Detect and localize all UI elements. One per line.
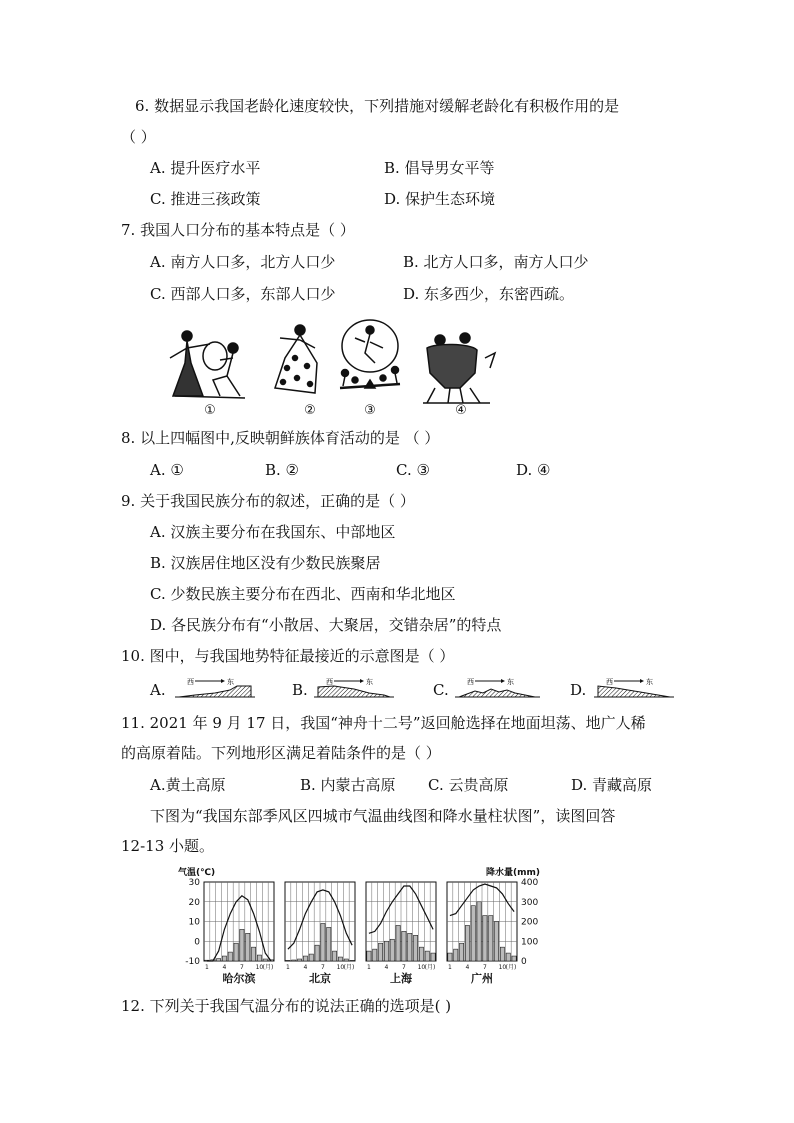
terrain-profile-a <box>175 676 255 700</box>
precipitation-bar <box>309 954 313 961</box>
precipitation-bar <box>390 939 394 961</box>
month-tick-label: 10 <box>417 964 426 971</box>
q11-option-d: D. 青藏高原 <box>571 776 653 794</box>
q6-option-d: D. 保护生态环境 <box>384 190 496 208</box>
precipitation-bar <box>344 959 348 961</box>
month-tick-label: 10 <box>255 964 264 971</box>
left-tick-label: 30 <box>188 878 200 888</box>
illustration-2-dance <box>275 325 317 393</box>
month-tick-label: 4 <box>222 964 227 971</box>
month-tick-label: 4 <box>384 964 389 971</box>
city-name-label: 上海 <box>390 972 412 985</box>
right-tick-label: 400 <box>521 878 539 888</box>
precipitation-bar <box>292 960 296 961</box>
city-name-label: 广州 <box>471 972 493 985</box>
climate-chart <box>172 864 552 988</box>
month-unit-label: (月) <box>343 964 355 971</box>
q6-option-c: C. 推进三孩政策 <box>150 190 261 208</box>
q9-option-d: D. 各民族分布有“小散居、大聚居，交错杂居”的特点 <box>150 616 502 634</box>
precipitation-bar <box>506 953 510 961</box>
month-tick-label: 7 <box>240 964 244 971</box>
svg-text:东: 东 <box>366 678 373 686</box>
month-tick-label: 1 <box>367 964 371 971</box>
month-unit-label: (月) <box>505 964 517 971</box>
precipitation-bar <box>384 941 388 961</box>
q11-option-c: C. 云贵高原 <box>428 776 509 794</box>
svg-text:东: 东 <box>646 678 653 686</box>
q8-option-d: D. ④ <box>516 461 551 479</box>
illustration-3-seesaw <box>340 320 400 388</box>
precipitation-bar <box>500 947 504 961</box>
precipitation-bar <box>471 906 475 961</box>
precipitation-bar <box>315 945 319 961</box>
left-tick-label: -10 <box>185 957 200 967</box>
chart-intro-line1: 下图为“我国东部季风区四城市气温曲线图和降水量柱状图”，读图回答 <box>150 807 616 825</box>
precipitation-bar <box>367 951 371 961</box>
precipitation-bar <box>378 943 382 961</box>
precipitation-bar <box>402 931 406 961</box>
precipitation-bar <box>408 933 412 961</box>
precipitation-bar <box>286 960 290 961</box>
left-axis-label: 气温(℃) <box>178 868 216 878</box>
svg-text:东: 东 <box>507 678 514 686</box>
left-tick-label: 20 <box>188 897 200 908</box>
figure-label-4: ④ <box>455 403 467 418</box>
month-tick-label: 1 <box>448 964 452 971</box>
q6-paren: （ ） <box>121 128 156 146</box>
figure-label-2: ② <box>304 403 316 418</box>
precipitation-bar <box>494 922 498 962</box>
q8-stem: 8. 以上四幅图中,反映朝鲜族体育活动的是 （ ） <box>121 429 440 447</box>
svg-text:西: 西 <box>326 678 333 686</box>
precipitation-bar <box>454 949 458 961</box>
q6-option-a: A. 提升医疗水平 <box>150 159 261 177</box>
svg-text:西: 西 <box>606 678 613 686</box>
svg-text:西: 西 <box>187 678 194 686</box>
terrain-profile-b <box>314 676 394 700</box>
svg-text:东: 东 <box>227 678 234 686</box>
precipitation-bar <box>263 959 267 961</box>
q8-option-c: C. ③ <box>396 461 430 479</box>
q10-stem: 10. 图中，与我国地势特征最接近的示意图是（ ） <box>121 647 455 665</box>
precipitation-bar <box>251 947 255 961</box>
chart-intro-line2: 12-13 小题。 <box>121 837 215 855</box>
precipitation-bar <box>240 929 244 961</box>
month-tick-label: 7 <box>402 964 406 971</box>
precipitation-bar <box>228 952 232 961</box>
precipitation-bar <box>489 916 493 961</box>
precipitation-bar <box>338 957 342 961</box>
precipitation-bar <box>303 956 307 961</box>
precipitation-bar <box>465 925 469 961</box>
month-tick-label: 4 <box>465 964 470 971</box>
q11-option-b: B. 内蒙古高原 <box>300 776 396 794</box>
precipitation-bar <box>297 959 301 961</box>
right-tick-label: 100 <box>521 937 539 948</box>
q9-stem: 9. 关于我国民族分布的叙述，正确的是（ ） <box>121 492 415 510</box>
q8-option-a: A. ① <box>150 461 184 479</box>
month-tick-label: 10 <box>498 964 507 971</box>
precipitation-bar <box>419 947 423 961</box>
month-tick-label: 7 <box>321 964 325 971</box>
q7-option-b: B. 北方人口多，南方人口少 <box>403 253 589 271</box>
right-tick-label: 300 <box>521 897 539 908</box>
left-tick-label: 0 <box>194 937 200 948</box>
precipitation-bar <box>234 943 238 961</box>
ethnic-sports-illustrations <box>165 318 505 418</box>
terrain-profile-c <box>455 676 540 700</box>
precipitation-bar <box>332 951 336 961</box>
q7-option-d: D. 东多西少，东密西疏。 <box>403 285 575 303</box>
month-unit-label: (月) <box>262 964 274 971</box>
precipitation-bar <box>396 925 400 961</box>
month-tick-label: 4 <box>303 964 308 971</box>
left-tick-label: 10 <box>188 917 200 928</box>
month-tick-label: 1 <box>286 964 290 971</box>
q9-option-a: A. 汉族主要分布在我国东、中部地区 <box>150 523 396 541</box>
q11-stem-line2: 的高原着陆。下列地形区满足着陆条件的是（ ） <box>121 744 441 762</box>
q7-option-c: C. 西部人口多，东部人口少 <box>150 285 336 303</box>
q12-stem: 12. 下列关于我国气温分布的说法正确的选项是( ) <box>121 997 452 1015</box>
precipitation-bar <box>512 956 516 961</box>
precipitation-bar <box>327 927 331 961</box>
illustration-4-wrestling <box>423 333 495 403</box>
precipitation-bar <box>222 956 226 961</box>
month-tick-label: 10 <box>336 964 345 971</box>
q10-option-c: C. <box>433 681 449 699</box>
q9-option-c: C. 少数民族主要分布在西北、西南和华北地区 <box>150 585 456 603</box>
figure-label-1: ① <box>204 403 216 418</box>
right-tick-label: 200 <box>521 917 539 928</box>
svg-text:西: 西 <box>467 678 474 686</box>
month-tick-label: 1 <box>205 964 209 971</box>
precipitation-bar <box>448 953 452 961</box>
precipitation-bar <box>413 935 417 961</box>
month-unit-label: (月) <box>424 964 436 971</box>
precipitation-bar <box>431 953 435 961</box>
q11-option-a: A.黄土高原 <box>150 776 226 794</box>
precipitation-bar <box>350 960 354 961</box>
precipitation-bar <box>373 949 377 961</box>
q11-stem-line1: 11. 2021 年 9 月 17 日，我国“神舟十二号”返回舱选择在地面坦荡、地广人稀 <box>121 714 646 732</box>
right-tick-label: 0 <box>521 957 527 967</box>
right-axis-label: 降水量(mm) <box>486 868 540 878</box>
illustration-1-swing-dance <box>170 331 245 398</box>
precipitation-bar <box>483 916 487 961</box>
precipitation-bar <box>425 951 429 961</box>
precipitation-bar <box>216 959 220 961</box>
month-tick-label: 7 <box>483 964 487 971</box>
figure-label-3: ③ <box>364 403 376 418</box>
precipitation-bar <box>459 943 463 961</box>
precipitation-bar <box>477 902 481 961</box>
q10-option-a: A. <box>150 681 166 699</box>
terrain-profile-d <box>594 676 674 700</box>
q10-option-d: D. <box>570 681 587 699</box>
precipitation-bar <box>257 955 261 961</box>
q7-stem: 7. 我国人口分布的基本特点是（ ） <box>121 221 355 239</box>
q8-option-b: B. ② <box>265 461 300 479</box>
q6-option-b: B. 倡导男女平等 <box>384 159 495 177</box>
precipitation-bar <box>321 923 325 961</box>
q7-option-a: A. 南方人口多，北方人口少 <box>150 253 336 271</box>
q9-option-b: B. 汉族居住地区没有少数民族聚居 <box>150 554 381 572</box>
q10-option-b: B. <box>292 681 308 699</box>
q6-stem: 6. 数据显示我国老龄化速度较快，下列措施对缓解老龄化有积极作用的是 <box>135 97 620 115</box>
precipitation-bar <box>246 933 250 961</box>
city-name-label: 哈尔滨 <box>222 972 256 985</box>
city-name-label: 北京 <box>309 972 331 985</box>
